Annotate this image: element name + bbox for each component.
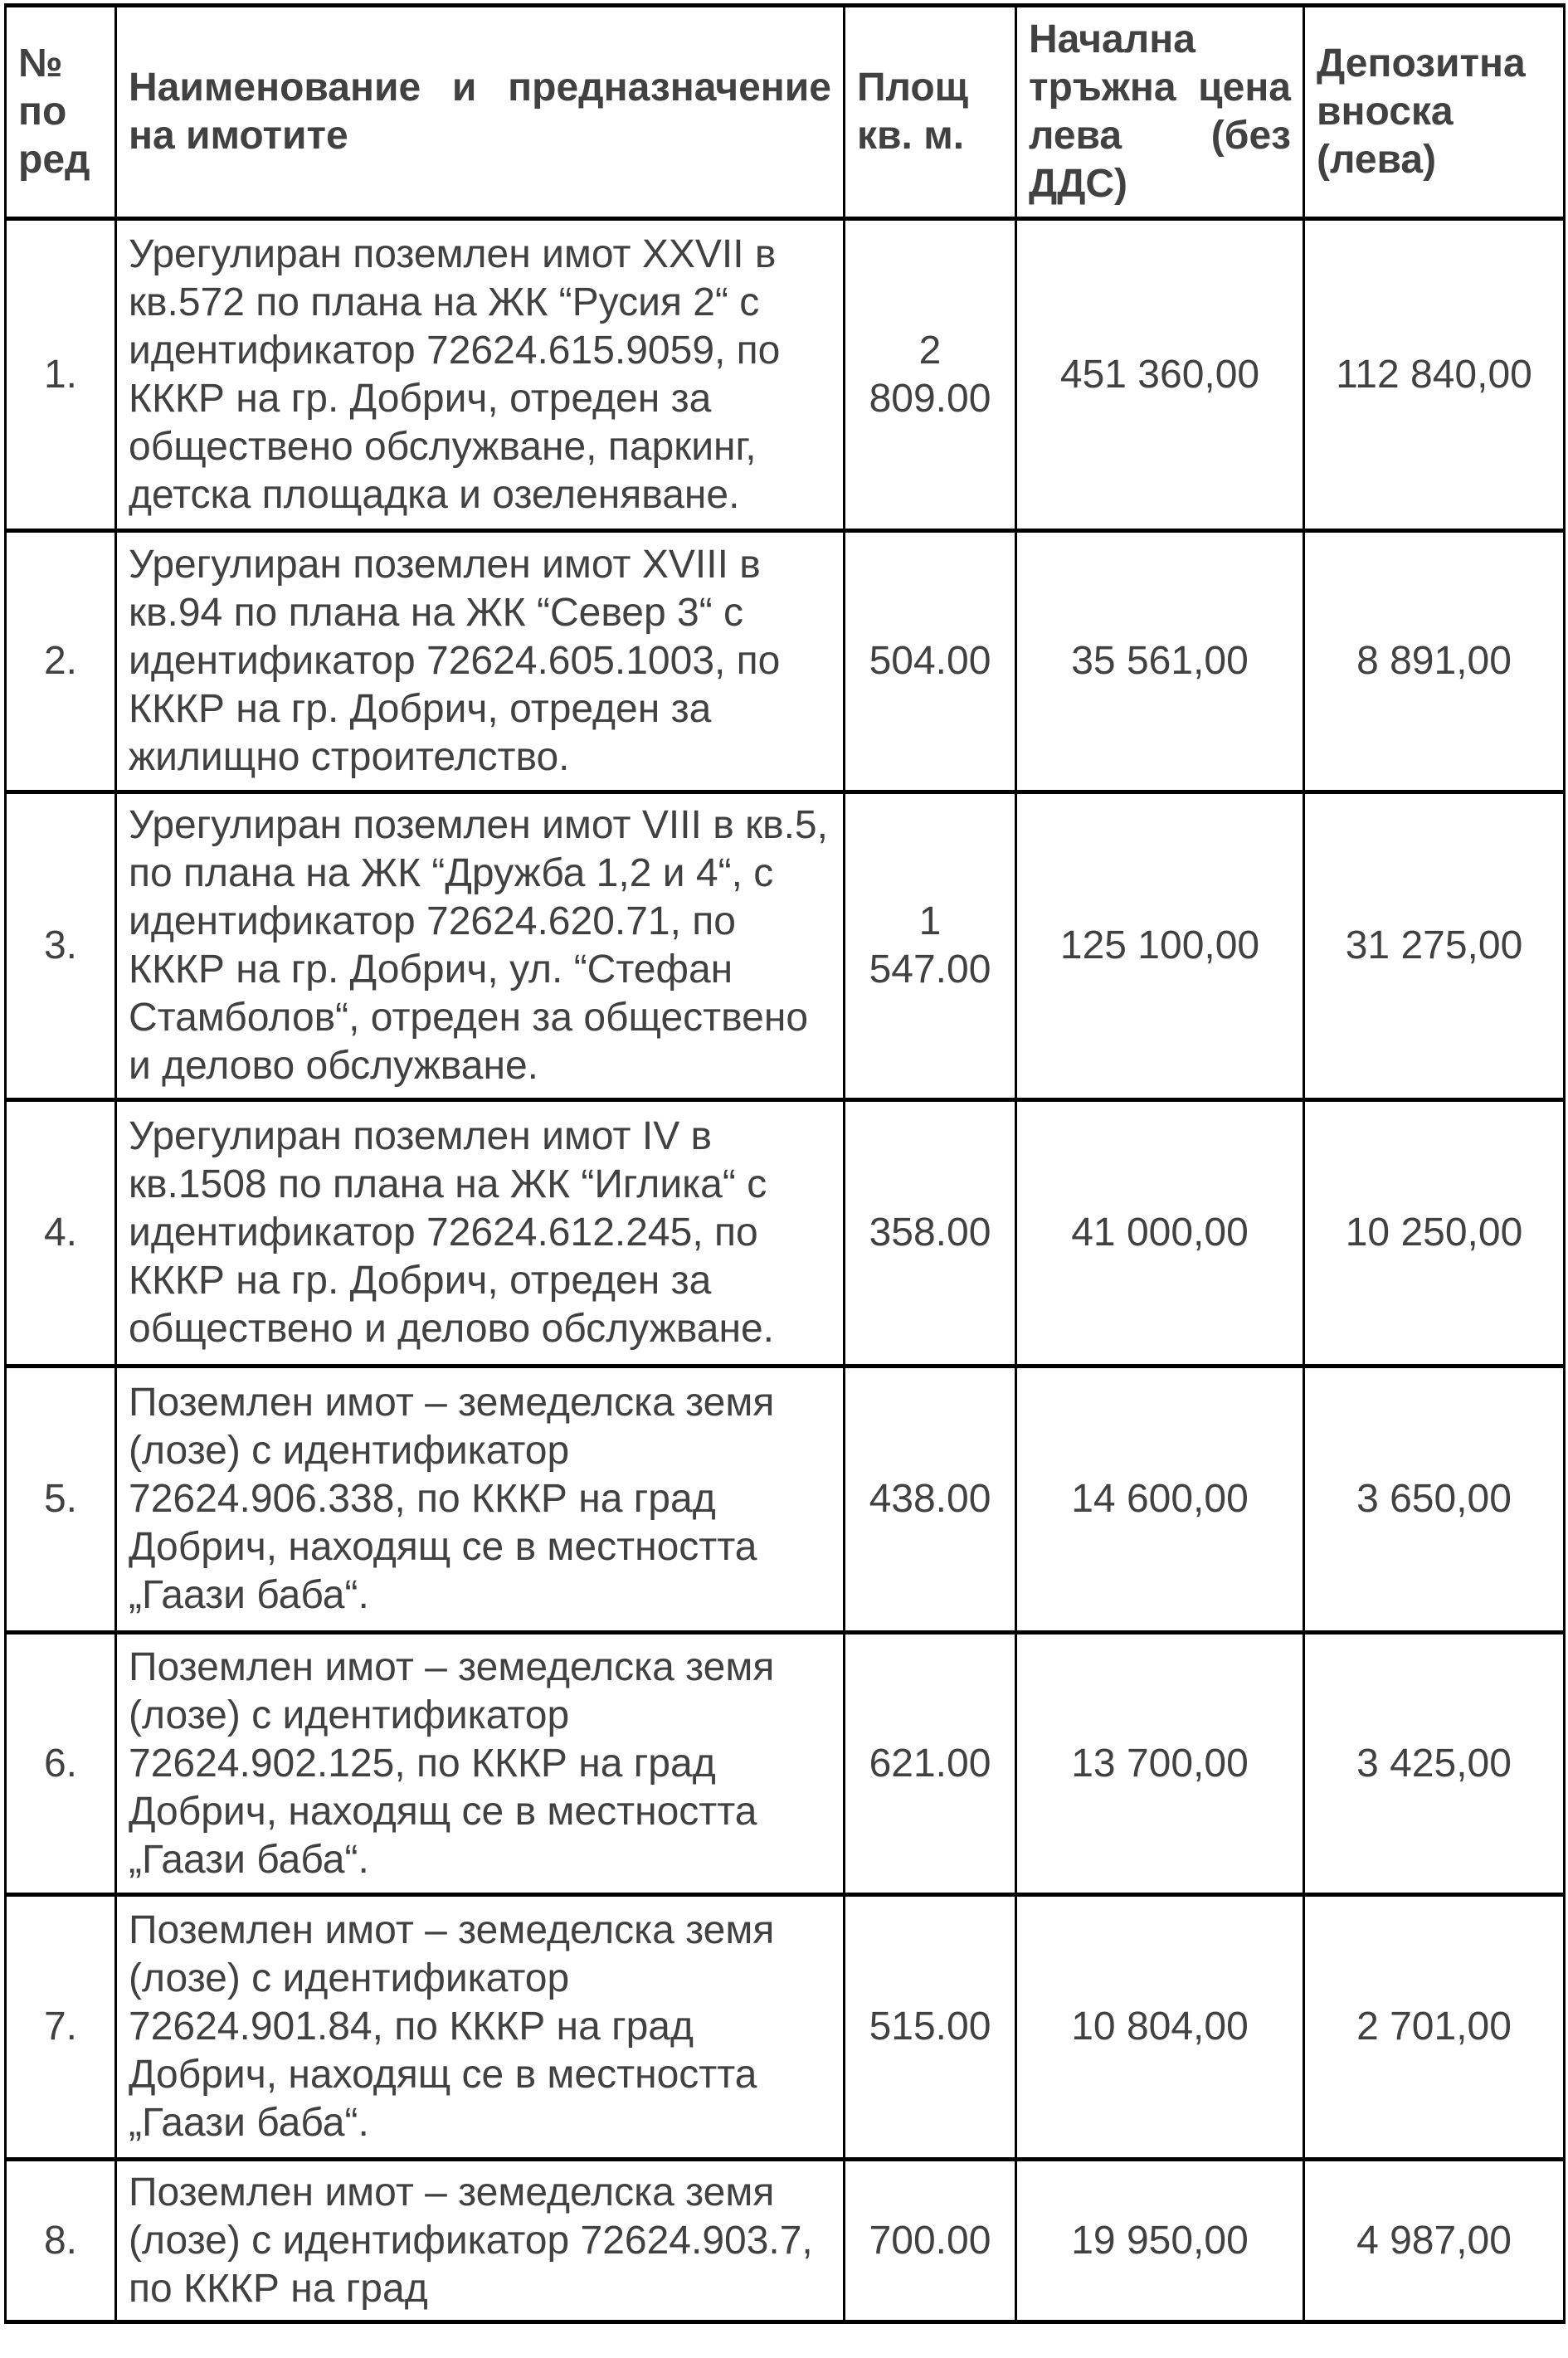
description-cell: Поземлен имот – земеделска земя (лозе) с идентификатор 72624.902.125, по КККР на град Добрич, находящ се в местността „Гаази баба“. bbox=[116, 1633, 845, 1895]
deposit-cell: 4 987,00 bbox=[1304, 2160, 1565, 2322]
description-cell: Урегулиран поземлен имот IV в кв.1508 по плана на ЖК “Иглика“ с идентификатор 72624.612.245, по КККР на гр. Добрич, отреден за обществено и делово обслужване. bbox=[116, 1100, 845, 1367]
col-header-description: Наименование и предназначение на имотите bbox=[116, 6, 845, 219]
area-cell: 358.00 bbox=[845, 1100, 1016, 1367]
area-cell: 2 809.00 bbox=[845, 219, 1016, 531]
row-number-cell: 4. bbox=[6, 1100, 116, 1367]
table-row bbox=[6, 1367, 1565, 1633]
row-number-cell: 1. bbox=[6, 219, 116, 531]
price-cell: 13 700,00 bbox=[1016, 1633, 1304, 1895]
deposit-cell: 31 275,00 bbox=[1304, 792, 1565, 1100]
area-cell: 700.00 bbox=[845, 2160, 1016, 2322]
deposit-cell: 3 650,00 bbox=[1304, 1367, 1565, 1633]
table-row bbox=[6, 1633, 1565, 1895]
table-row bbox=[6, 219, 1565, 531]
deposit-cell: 8 891,00 bbox=[1304, 531, 1565, 792]
price-cell: 14 600,00 bbox=[1016, 1367, 1304, 1633]
area-cell: 515.00 bbox=[845, 1895, 1016, 2160]
col-header-deposit: Депозитна вноска (лева) bbox=[1304, 6, 1565, 219]
description-cell: Урегулиран поземлен имот XXVII в кв.572 по плана на ЖК “Русия 2“ с идентификатор 72624.615.9059, по КККР на гр. Добрич, отреден за обществено обслужване, паркинг, детска площадка и озеленяване. bbox=[116, 219, 845, 531]
area-cell: 438.00 bbox=[845, 1367, 1016, 1633]
table-row bbox=[6, 1895, 1565, 2160]
area-cell: 504.00 bbox=[845, 531, 1016, 792]
table-row bbox=[6, 531, 1565, 792]
price-cell: 451 360,00 bbox=[1016, 219, 1304, 531]
price-cell: 35 561,00 bbox=[1016, 531, 1304, 792]
row-number-cell: 8. bbox=[6, 2160, 116, 2322]
col-header-area: Площ кв. м. bbox=[845, 6, 1016, 219]
price-cell: 19 950,00 bbox=[1016, 2160, 1304, 2322]
header-row bbox=[6, 6, 1565, 219]
table-row bbox=[6, 1100, 1565, 1367]
area-cell: 621.00 bbox=[845, 1633, 1016, 1895]
description-cell: Поземлен имот – земеделска земя (лозе) с идентификатор 72624.901.84, по КККР на град Добрич, находящ се в местността „Гаази баба“. bbox=[116, 1895, 845, 2160]
price-cell: 10 804,00 bbox=[1016, 1895, 1304, 2160]
deposit-cell: 2 701,00 bbox=[1304, 1895, 1565, 2160]
deposit-cell: 3 425,00 bbox=[1304, 1633, 1565, 1895]
col-header-row-number: № по ред bbox=[6, 6, 116, 219]
properties-auction-table bbox=[4, 3, 1566, 2324]
description-cell: Урегулиран поземлен имот XVIII в кв.94 по плана на ЖК “Север 3“ с идентификатор 72624.605.1003, по КККР на гр. Добрич, отреден за жилищно строителство. bbox=[116, 531, 845, 792]
row-number-cell: 3. bbox=[6, 792, 116, 1100]
table-row bbox=[6, 792, 1565, 1100]
row-number-cell: 7. bbox=[6, 1895, 116, 2160]
deposit-cell: 10 250,00 bbox=[1304, 1100, 1565, 1367]
row-number-cell: 5. bbox=[6, 1367, 116, 1633]
area-cell: 1 547.00 bbox=[845, 792, 1016, 1100]
row-number-cell: 6. bbox=[6, 1633, 116, 1895]
price-cell: 125 100,00 bbox=[1016, 792, 1304, 1100]
col-header-starting-price: Начална тръжна цена лева (без ДДС) bbox=[1016, 6, 1304, 219]
table-row bbox=[6, 2160, 1565, 2322]
description-cell: Поземлен имот – земеделска земя (лозе) с идентификатор 72624.906.338, по КККР на град Добрич, находящ се в местността „Гаази баба“. bbox=[116, 1367, 845, 1633]
deposit-cell: 112 840,00 bbox=[1304, 219, 1565, 531]
description-cell: Поземлен имот – земеделска земя (лозе) с идентификатор 72624.903.7, по КККР на град bbox=[116, 2160, 845, 2322]
price-cell: 41 000,00 bbox=[1016, 1100, 1304, 1367]
description-cell: Урегулиран поземлен имот VIII в кв.5, по плана на ЖК “Дружба 1,2 и 4“, с идентификатор 72624.620.71, по КККР на гр. Добрич, ул. “Стефан Стамболов“, отреден за обществено и делово обслужване. bbox=[116, 792, 845, 1100]
row-number-cell: 2. bbox=[6, 531, 116, 792]
